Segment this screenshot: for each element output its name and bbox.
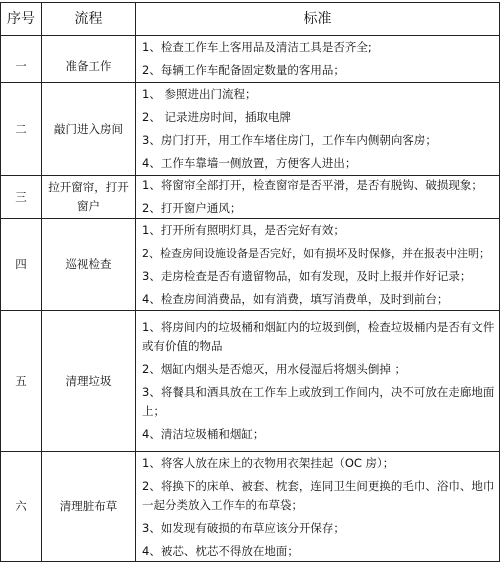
row-process: 准备工作 [42, 36, 136, 83]
row-number: 六 [1, 452, 42, 562]
row-standard [136, 311, 500, 452]
row-process: 巡视检查 [42, 219, 136, 311]
row-standard [136, 83, 500, 176]
standard-item: 4、工作车靠墙一侧放置，方便客人进出； [142, 156, 357, 170]
standard-item: 4、被芯、枕芯不得放在地面； [142, 544, 299, 558]
row-number: 五 [1, 311, 42, 452]
table-row [1, 176, 500, 219]
standard-item: 1、打开所有照明灯具，是否完好有效； [142, 222, 345, 237]
standard-item: 3、如发现有破损的布草应该分开保存； [142, 521, 345, 535]
table-row [1, 219, 500, 311]
standard-item: 2、将换下的床单、被套、枕套，连同卫生间更换的毛巾、浴巾、地巾一起分类放入工作车的布草袋； [142, 479, 495, 512]
standard-item: 1、检查工作车上客用品及清洁工具是否齐全; [142, 40, 372, 54]
process-line: 拉开窗帘，打开 [48, 180, 129, 194]
procedure-table [0, 2, 500, 562]
standard-item: 2、 记录进房时间，插取电牌 [142, 110, 291, 124]
standard-item: 4、检查房间消费品，如有消费，填写消费单，及时到前台； [142, 291, 449, 306]
row-process: 敲门进入房间 [42, 83, 136, 176]
standard-item: 3、走房检查是否有遗留物品，如有发现，及时上报并作好记录； [142, 268, 472, 283]
row-number: 四 [1, 219, 42, 311]
standard-item: 2、烟缸内烟头是否熄灭，用水侵湿后将烟头倒掉 ； [142, 362, 406, 376]
row-number: 二 [1, 83, 42, 176]
process-line: 窗户 [77, 199, 100, 213]
standard-item: 1、将房间内的垃圾桶和烟缸内的垃圾到倒，检查垃圾桶内是否有文件或有价值的物品 [142, 320, 495, 353]
row-standard [136, 36, 500, 83]
standard-item: 1、将客人放在床上的衣物用衣架挂起（OC 房）； [142, 456, 395, 470]
table-header-row [1, 3, 500, 36]
row-standard [136, 219, 500, 311]
header-standard: 标准 [136, 3, 500, 36]
table-row [1, 83, 500, 176]
header-process: 流程 [42, 3, 136, 36]
row-process: 清理脏布草 [42, 452, 136, 562]
row-number: 三 [1, 176, 42, 219]
standard-item: 3、房门打开，用工作车堵住房门，工作车内侧朝向客房； [142, 133, 437, 147]
row-number: 一 [1, 36, 42, 83]
header-number: 序号 [1, 3, 42, 36]
standard-item: 3、将餐具和酒具放在工作车上或放到工作间内，决不可放在走廊地面上； [142, 385, 495, 418]
row-standard [136, 176, 500, 219]
standard-item: 2、检查房间设施设备是否完好，如有损坏及时保修，并在报表中注明； [142, 246, 490, 260]
standard-item: 1、 参照进出门流程； [142, 87, 257, 101]
table-row [1, 452, 500, 562]
row-process: 清理垃圾 [42, 311, 136, 452]
table-row [1, 36, 500, 83]
standard-item: 4、清洁垃圾桶和烟缸； [142, 427, 265, 441]
row-standard [136, 452, 500, 562]
row-process [42, 176, 136, 219]
standard-item: 1、将窗帘全部打开，检查窗帘是否平滑，是否有脱钩、破损现象； [142, 178, 483, 192]
table-row [1, 311, 500, 452]
standard-item: 2、每辆工作车配备固定数量的客用品； [142, 63, 345, 77]
standard-item: 2、打开窗户通风； [142, 201, 242, 215]
